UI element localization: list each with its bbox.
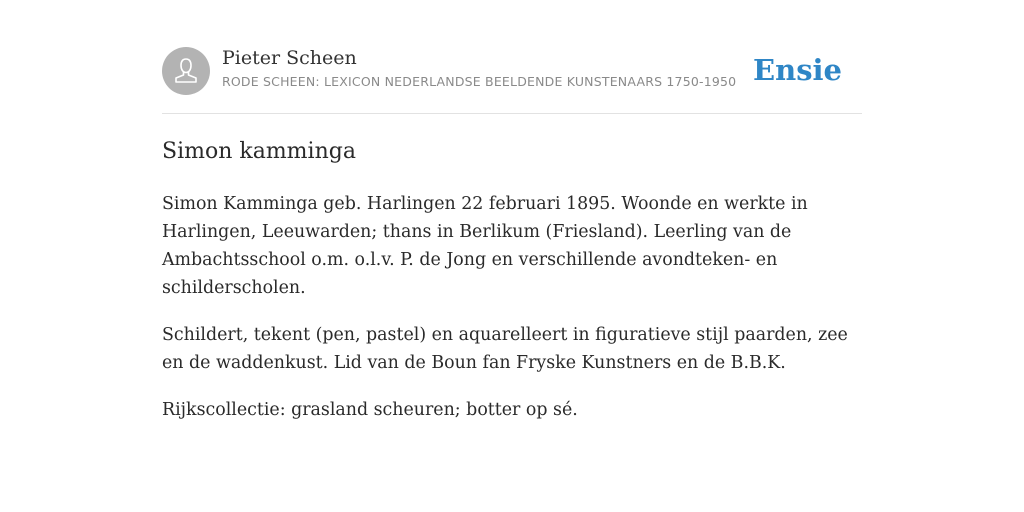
entry-header [162,46,862,114]
entry-card [162,0,862,512]
article-body [162,190,862,443]
article-paragraph-3: Rijkscollectie: grasland scheuren; botter op sé. [162,400,578,420]
header-divider [162,113,862,114]
page-title: Simon kamminga [162,139,356,164]
article-paragraph-1: Simon Kamminga geb. Harlingen 22 februari 1895. Woonde en werkte in Harlingen, Leeuwarden; thans in Berlikum (Friesland). Leerling van de Ambachtsschool o.m. o.l.v. P. de Jong en verschillende avondteken- en schilderscholen. [162,194,808,298]
user-silhouette-icon [162,47,210,95]
ensie-logo-link[interactable]: Ensie [753,53,842,87]
source-title[interactable]: RODE SCHEEN: LEXICON NEDERLANDSE BEELDENDE KUNSTENAARS 1750-1950 [222,74,737,89]
author-name[interactable]: Pieter Scheen [222,47,357,69]
article-paragraph-2: Schildert, tekent (pen, pastel) en aquarelleert in figuratieve stijl paarden, zee en de waddenkust. Lid van de Boun fan Fryske Kunstners en de B.B.K. [162,325,848,373]
author-avatar[interactable] [162,47,210,95]
